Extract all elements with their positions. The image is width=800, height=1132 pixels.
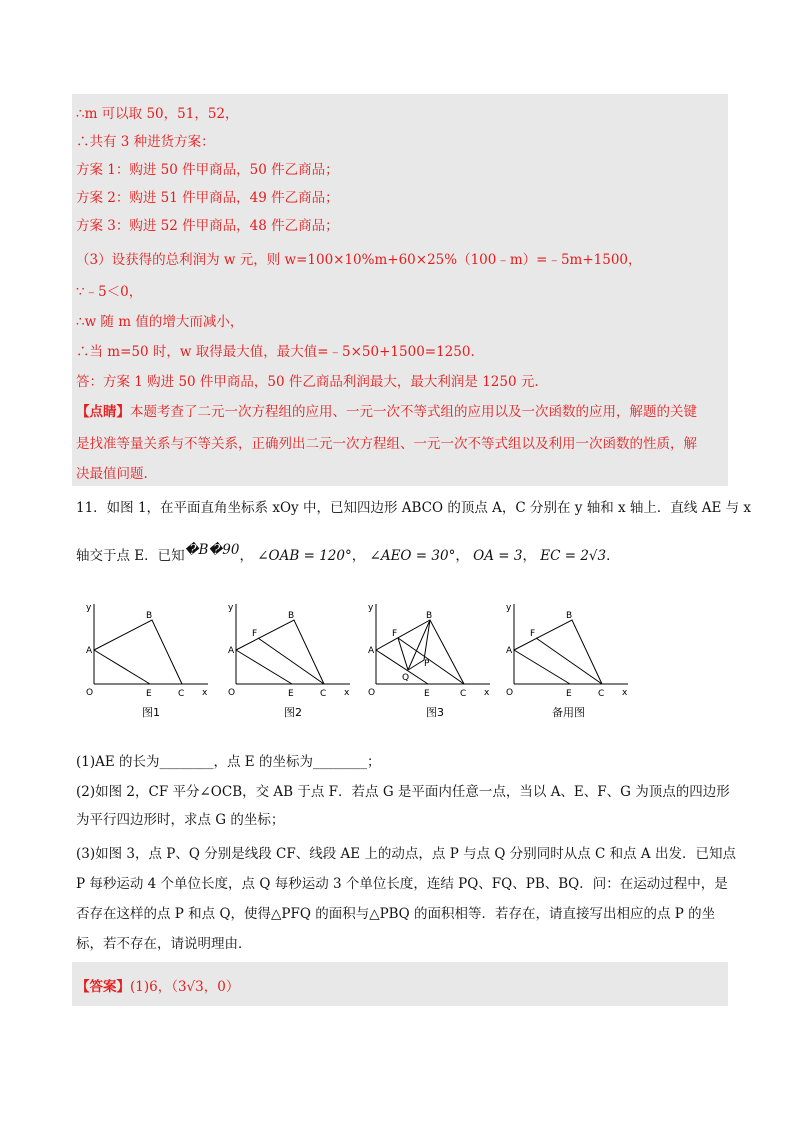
condition-oab: ∠OAB = 120° [257, 548, 352, 564]
axis-label-x: x [622, 688, 628, 698]
label-e: E [288, 689, 294, 698]
label-p: P [424, 659, 430, 669]
separator: ， [522, 548, 536, 564]
solution-line: （3）设获得的总利润为 w 元，则 w=100×10%m+60×25%（100﹣m）=﹣5m+1500， [76, 252, 642, 268]
label-c: C [178, 689, 185, 698]
condition-aeo: ∠AEO = 30° [369, 548, 456, 564]
axis-label-y: y [368, 603, 374, 613]
solution-line: ∴当 m=50 时，w 取得最大值，最大值=﹣5×50+1500=1250. [76, 344, 475, 360]
label-c: C [320, 689, 327, 698]
label-c: C [598, 689, 605, 698]
part-3-line-4: 标，若不存在，请说明理由． [76, 936, 252, 952]
label-e: E [146, 689, 152, 698]
part-3-line-2: P 每秒运动 4 个单位长度，点 Q 每秒运动 3 个单位长度，连结 PQ、FQ、PB、BQ．问：在运动过程中，是 [76, 876, 728, 892]
solution-line: ∴共有 3 种进货方案： [76, 134, 215, 150]
solution-line: ∵﹣5＜0， [76, 284, 143, 300]
part-3-line-1: (3)如图 3，点 P、Q 分别是线段 CF、线段 AE 上的动点，点 P 与点 Q 分别同时从点 C 和点 A 出发．已知点 [76, 846, 736, 862]
label-a: A [506, 646, 513, 656]
label-q: Q [402, 673, 410, 683]
question-line-1: 11．如图 1，在平面直角坐标系 xOy 中，已知四边形 ABCO 的顶点 A，C 分别在 y 轴和 x 轴上．直线 AE 与 x [76, 500, 752, 516]
solution-line: 方案 1：购进 50 件甲商品，50 件乙商品； [76, 162, 339, 178]
solution-line: ∴w 随 m 值的增大而减小， [76, 314, 244, 330]
label-a: A [368, 646, 375, 656]
part-2-line-1: (2)如图 2，CF 平分∠OCB，交 AB 于点 F．若点 G 是平面内任意一点，当以 A、E、F、G 为顶点的四边形 [76, 784, 730, 800]
question-line-2 [76, 544, 728, 564]
label-o: O [368, 688, 376, 698]
answer-text: (1)6，（3√3，0） [130, 979, 240, 995]
answer-line [76, 975, 239, 995]
separator: ， [239, 548, 253, 564]
part-2-line-2: 为平行四边形时，求点 G 的坐标； [76, 812, 285, 828]
label-o: O [86, 688, 94, 698]
separator: ， [351, 548, 366, 564]
label-o: O [228, 688, 236, 698]
comment-tag: 【点睛】 [76, 404, 130, 420]
solution-block [72, 94, 728, 486]
label-o: O [506, 688, 514, 698]
label-f: F [530, 629, 536, 639]
figure-1 [84, 600, 214, 698]
label-a: A [86, 646, 93, 656]
label-b: B [288, 611, 295, 621]
answer-tag: 【答案】 [76, 979, 130, 995]
figure-3 [366, 600, 496, 698]
solution-line: 方案 2：购进 51 件甲商品，49 件乙商品； [76, 190, 339, 206]
caption-figure-3: 图3 [426, 706, 444, 719]
label-b: B [426, 611, 433, 621]
caption-figure-1: 图1 [142, 706, 160, 719]
part-1: (1)AE 的长为________，点 E 的坐标为________； [76, 754, 381, 770]
condition-ec: EC = 2√3 [540, 548, 607, 564]
figure-spare [504, 600, 634, 698]
separator: ， [455, 548, 469, 564]
comment-line-2: 是找准等量关系与不等关系，正确列出二元一次方程组、一元一次不等式组以及利用一次函数的性质，解 [76, 436, 697, 452]
comment-text: 本题考查了二元一次方程组的应用、一元一次不等式组的应用以及一次函数的应用，解题的关键 [130, 404, 697, 420]
axis-label-x: x [344, 688, 350, 698]
label-f: F [392, 629, 398, 639]
label-e: E [566, 689, 572, 698]
comment-line-1 [76, 400, 697, 420]
comment-line-3: 决最值问题. [76, 466, 148, 482]
label-b: B [146, 611, 153, 621]
label-f: F [252, 629, 258, 639]
solution-line: 方案 3：购进 52 件甲商品，48 件乙商品； [76, 218, 339, 234]
caption-figure-spare: 备用图 [552, 706, 585, 719]
figure-2 [226, 600, 356, 698]
part-3-line-3: 否存在这样的点 P 和点 Q，使得△PFQ 的面积与△PBQ 的面积相等．若存在，请直接写出相应的点 P 的坐 [76, 906, 716, 922]
caption-figure-2: 图2 [284, 706, 302, 719]
label-c: C [460, 689, 467, 698]
label-b: B [566, 611, 573, 621]
axis-label-x: x [484, 688, 490, 698]
label-a: A [228, 646, 235, 656]
axis-label-y: y [86, 603, 92, 613]
axis-label-y: y [228, 603, 234, 613]
solution-line: 答：方案 1 购进 50 件甲商品，50 件乙商品利润最大，最大利润是 1250 元. [76, 374, 539, 390]
condition-b: �B�90 [184, 542, 240, 558]
axis-label-y: y [506, 603, 512, 613]
end-mark: ． [606, 548, 620, 564]
label-e: E [424, 689, 430, 698]
axis-label-x: x [202, 688, 208, 698]
condition-oa: OA = 3 [473, 548, 523, 564]
solution-line: ∴m 可以取 50，51，52， [76, 106, 239, 122]
question-prefix: 轴交于点 E．已知 [76, 548, 185, 564]
